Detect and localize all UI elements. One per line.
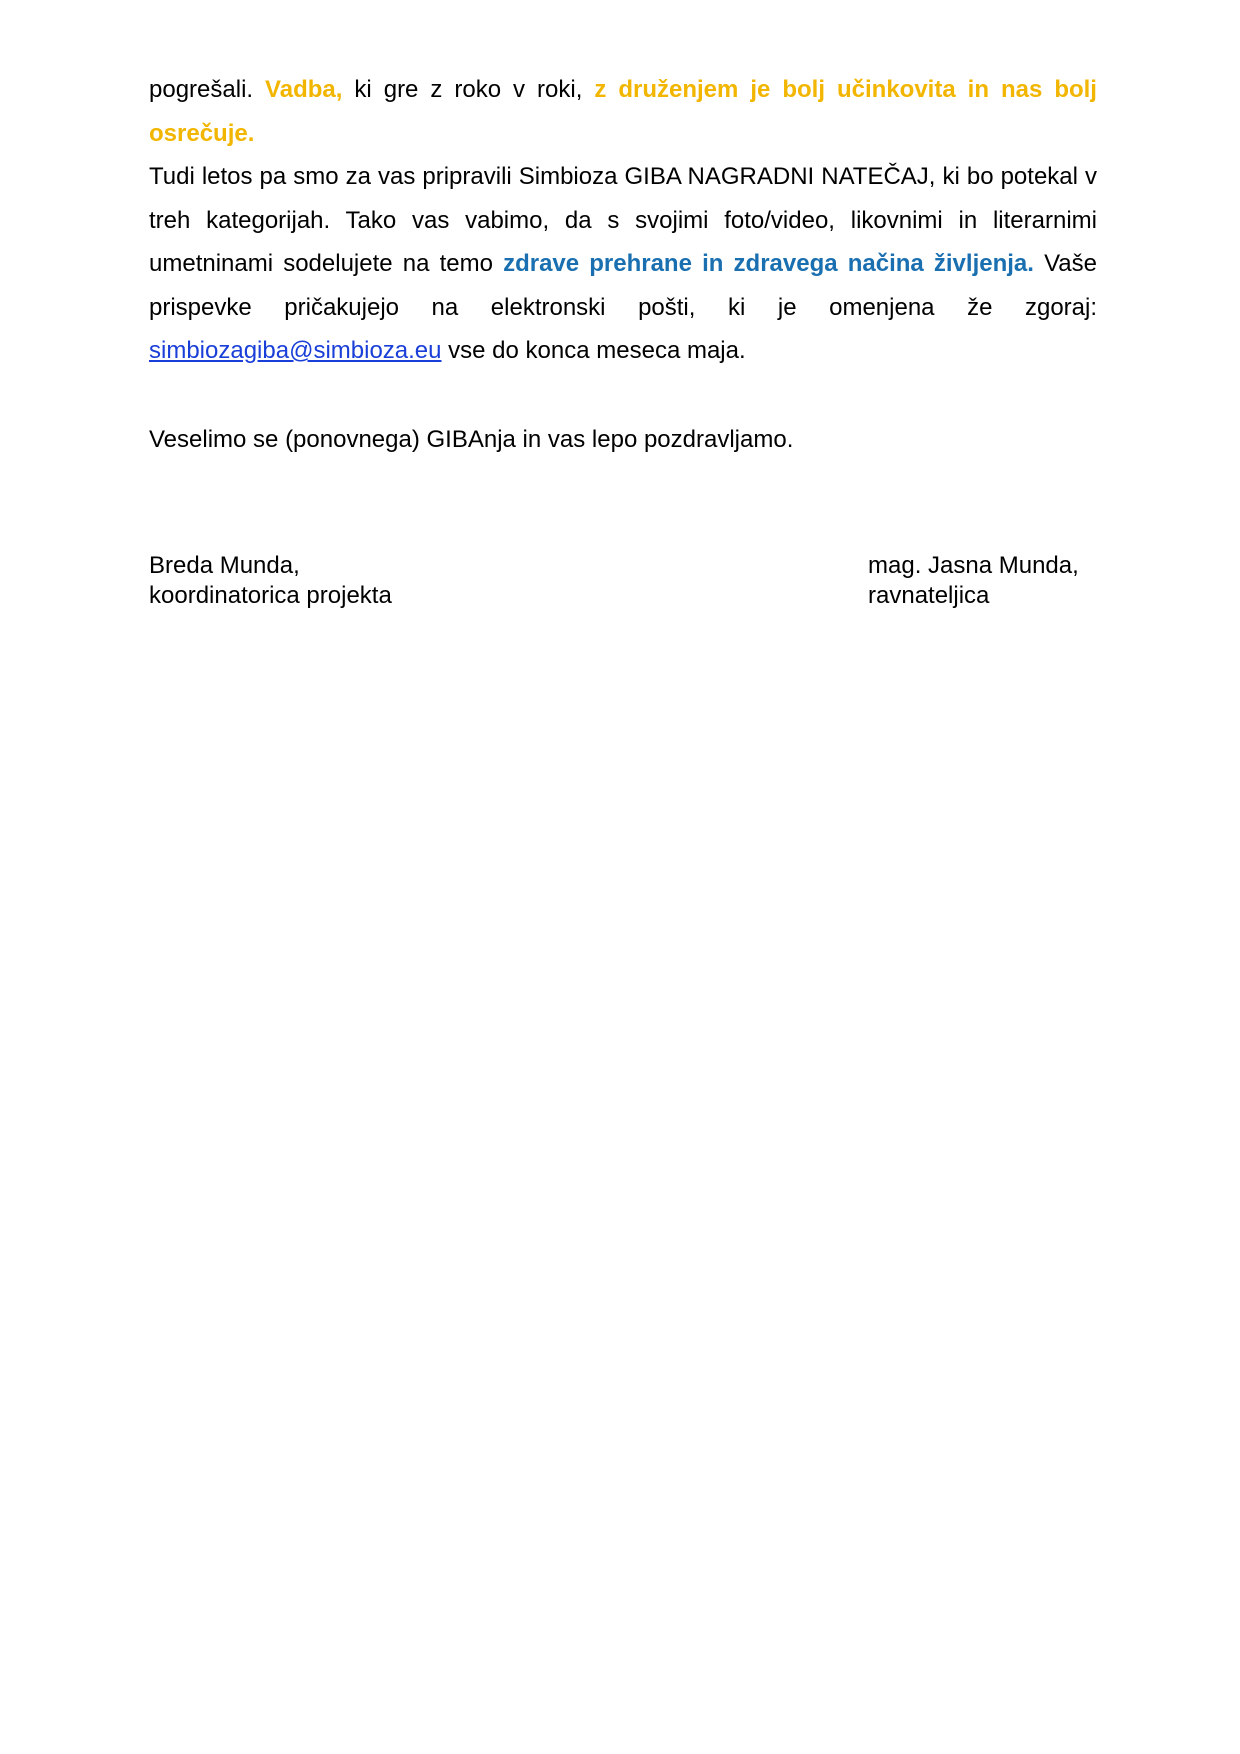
highlight-theme: zdrave prehrane in zdravega načina življenja. bbox=[503, 250, 1034, 277]
signer-name: mag. Jasna Munda, bbox=[868, 552, 1079, 579]
signer-name: Breda Munda, bbox=[149, 552, 300, 579]
highlight-vadba: Vadba, bbox=[265, 76, 343, 103]
text-fragment: pogrešali. bbox=[149, 76, 266, 103]
signature-right bbox=[868, 551, 1079, 611]
paragraph-contest bbox=[149, 155, 1097, 373]
text-fragment: vse do konca meseca maja. bbox=[441, 337, 746, 364]
signature-left bbox=[149, 551, 392, 611]
text-fragment: ki gre z roko v roki, bbox=[342, 76, 595, 103]
closing-greeting: Veselimo se (ponovnega) GIBAnja in vas lepo pozdravljamo. bbox=[149, 426, 794, 453]
signer-role: koordinatorica projekta bbox=[149, 582, 392, 609]
paragraph-training bbox=[149, 68, 1097, 155]
text-fragment: Tudi letos pa smo za vas pripravili Simbioza GIBA NAGRADNI NATEČAJ, ki bo potekal v treh kategorijah. Tako vas vabimo, da s svojimi foto/video, likovnimi in literarnimi umetninami sodelujete na temo bbox=[149, 163, 1097, 277]
text-fragment: Vaše prispevke pričakujejo na elektronski pošti, ki je omenjena že zgoraj: bbox=[149, 250, 1097, 321]
email-link[interactable]: simbiozagiba@simbioza.eu bbox=[149, 337, 442, 364]
highlight-druzenje: z druženjem je bolj učinkovita in nas bolj osrečuje. bbox=[149, 76, 1097, 147]
signer-role: ravnateljica bbox=[868, 582, 990, 609]
letter-body bbox=[149, 68, 1097, 373]
